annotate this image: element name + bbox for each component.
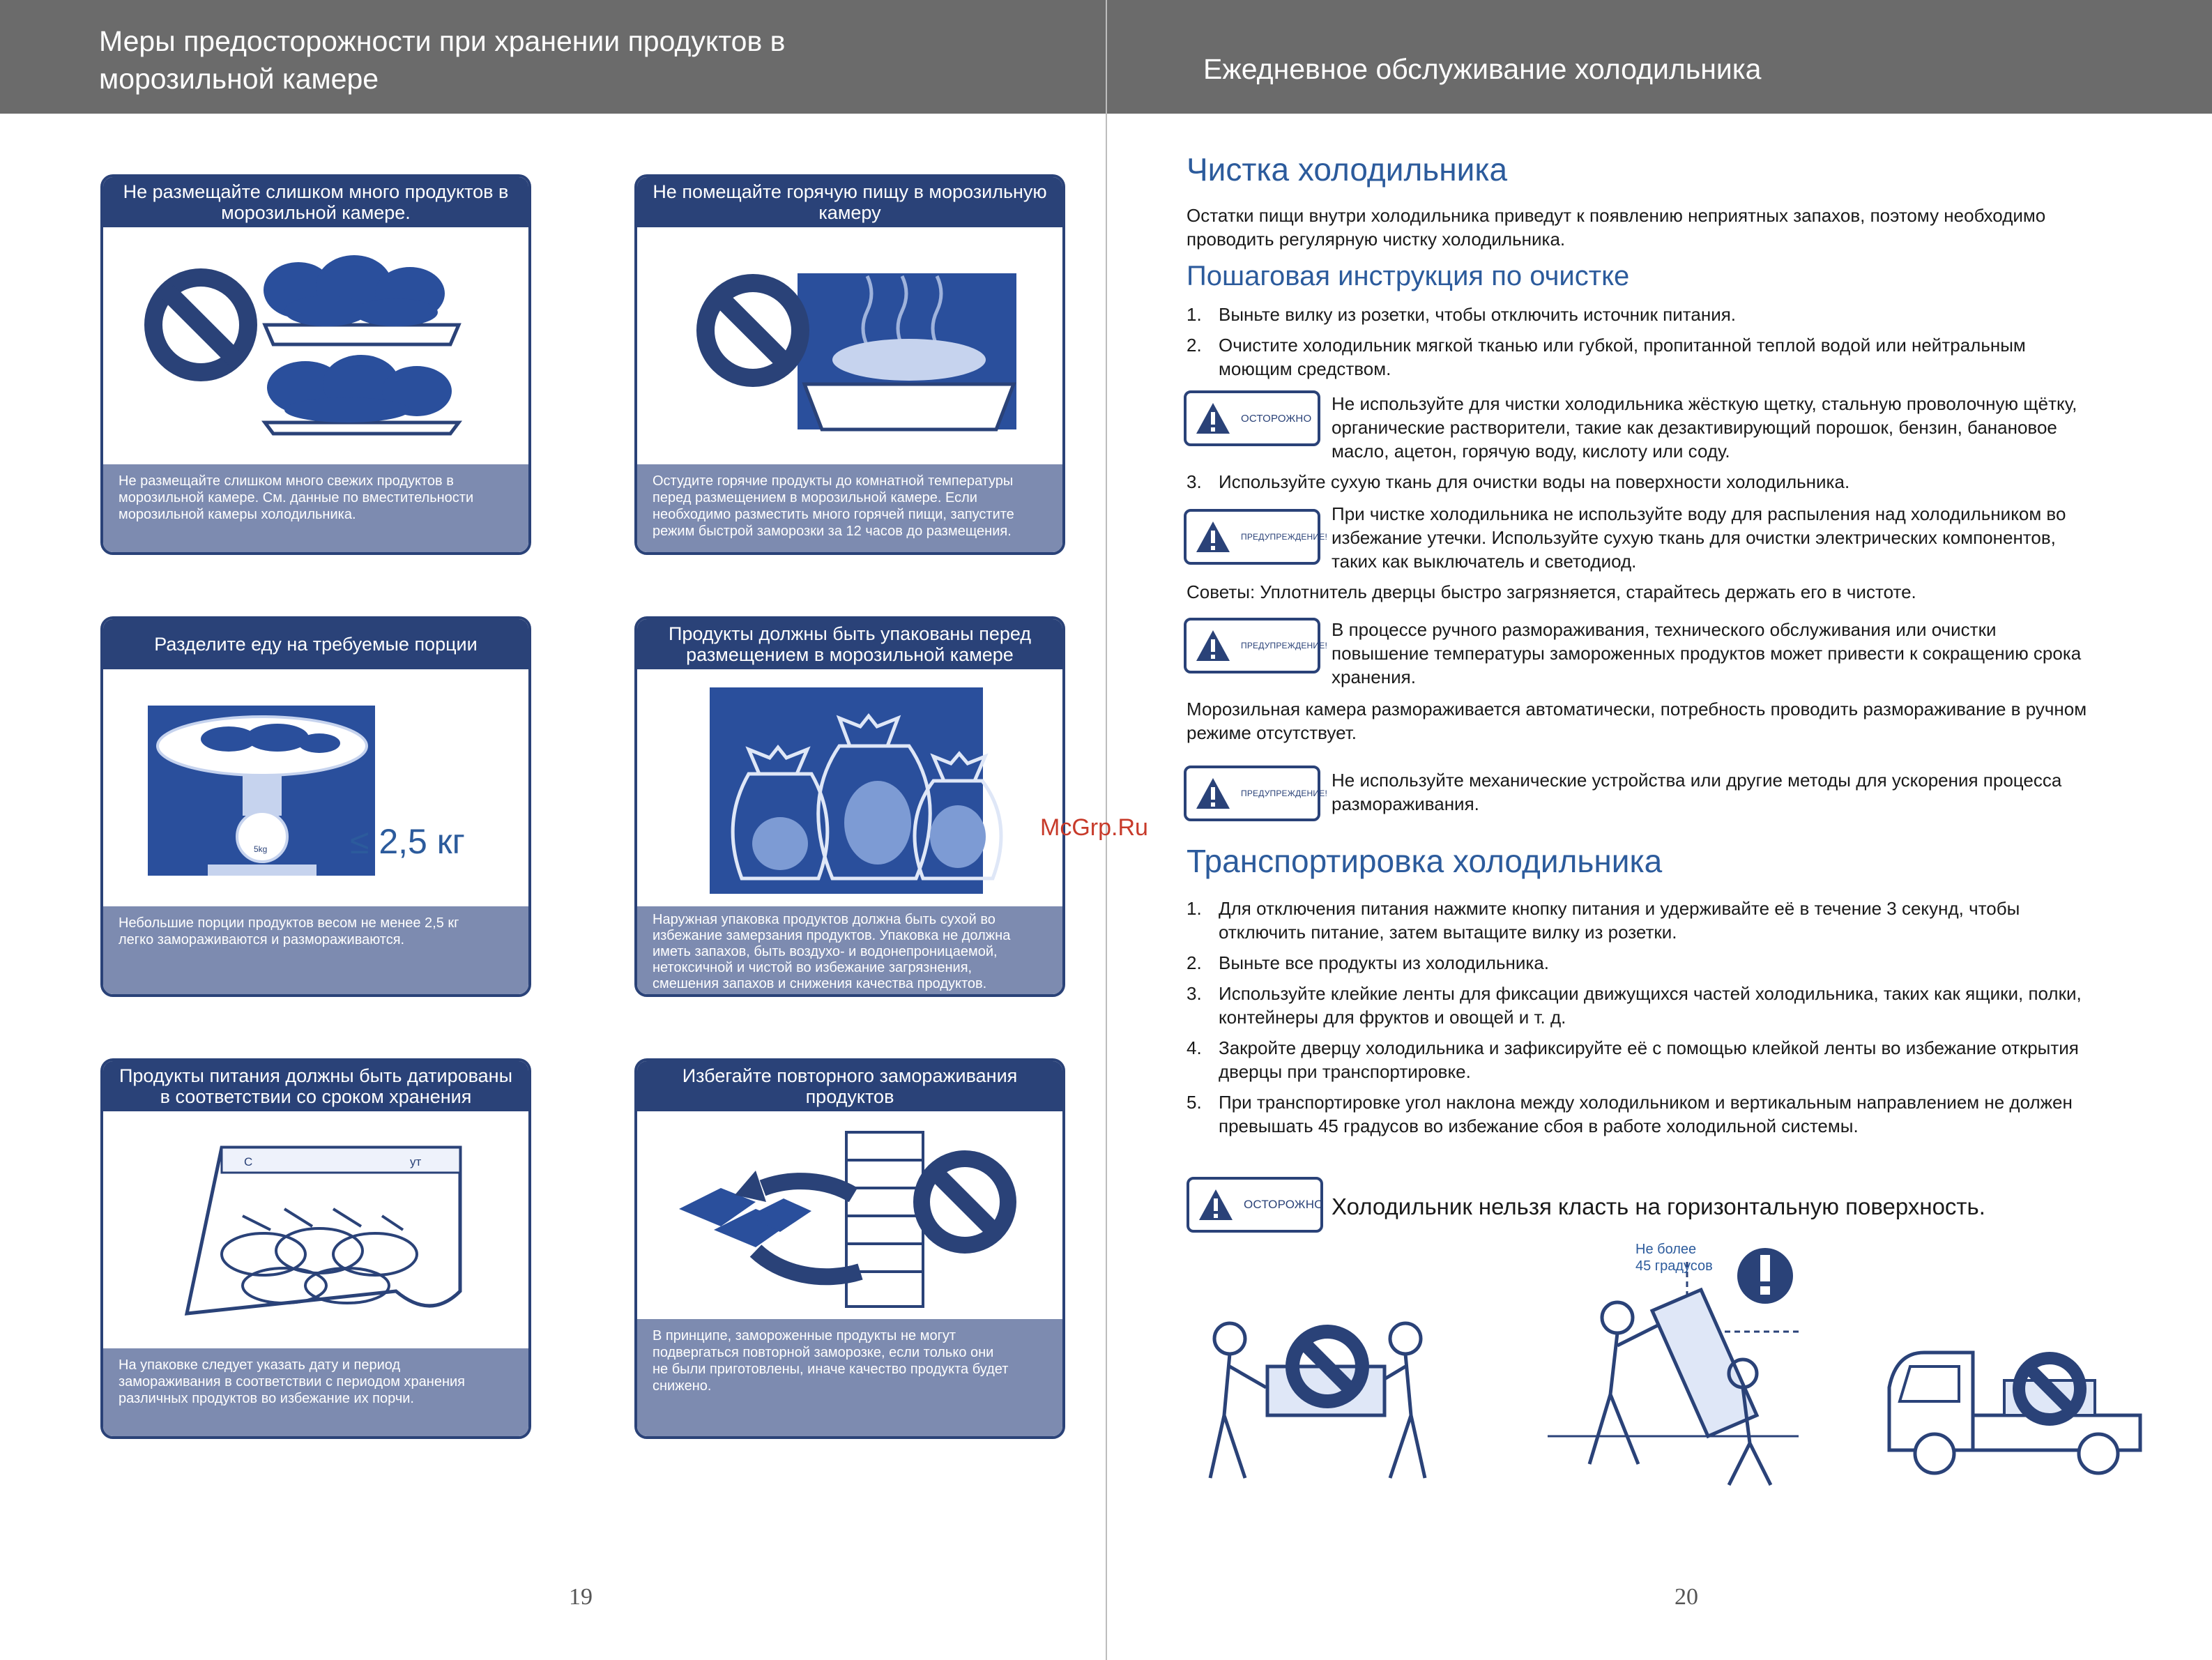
tray-bottom — [265, 355, 459, 434]
exclamation-icon — [1737, 1248, 1793, 1304]
card-desc-line: избежание замерзания продуктов. Упаковка не должна — [653, 928, 1011, 943]
watermark-text: McGrp.Ru — [1040, 814, 1148, 841]
prohibition-icon — [153, 277, 248, 372]
food-pile — [832, 339, 986, 381]
card-desc-line: режим быстрой заморозки за 12 часов до размещения. — [653, 524, 1012, 539]
card-dated-food — [100, 1058, 531, 1439]
card-too-many-products — [100, 174, 531, 555]
text-line: Не используйте для чистки холодильника жёсткую щетку, стальную проволочную щётку, — [1332, 393, 2077, 414]
scale-dial — [237, 812, 287, 862]
warning-triangle-icon — [1195, 777, 1231, 810]
text-line: Не более — [1635, 1242, 1697, 1257]
card-heading — [103, 619, 528, 669]
badge-label: ОСТОРОЖНО — [1241, 412, 1312, 425]
prohibition-icon — [705, 283, 800, 378]
transport-heading: Транспортировка холодильника — [1187, 843, 1663, 879]
card-illustration — [103, 1111, 528, 1341]
card-illustration — [103, 227, 528, 436]
step-number: 2. — [1187, 335, 1202, 356]
badge-label: ПРЕДУПРЕЖДЕНИЕ! — [1241, 532, 1327, 542]
step-number: 4. — [1187, 1037, 1202, 1058]
card-desc-line: В принципе, замороженные продукты не могут — [653, 1328, 956, 1343]
text-line: Морозильная камера размораживается автоматически, потребность проводить размораживание в ручном — [1187, 699, 2087, 719]
text-line: В процессе ручного размораживания, технического обслуживания или очистки — [1332, 619, 1997, 640]
dark-background — [710, 687, 983, 894]
card-desc-line: необходимо разместить много горячей пищи, запустите — [653, 507, 1014, 522]
carrying-box-illustration — [1203, 1304, 1433, 1492]
auto-defrost-text — [1187, 697, 2087, 745]
scale-unit: 5kg — [254, 844, 268, 854]
card-desc-line: не были приготовлены, иначе качество продукта будет — [653, 1362, 1009, 1377]
card-description — [637, 906, 1062, 994]
text-line: таких как выключатель и светодиод. — [1332, 551, 1637, 572]
text-line: превышать 45 градусов во избежание сбоя в работе холодильной системы. — [1219, 1115, 1859, 1136]
scale-stand — [243, 774, 282, 816]
card-heading — [637, 177, 1062, 227]
right-page-header — [1107, 0, 2212, 114]
text-line: хранения. — [1332, 667, 1416, 687]
truck-illustration — [1882, 1332, 2147, 1478]
text-line: 45 градусов — [1635, 1258, 1713, 1274]
text-line: моющим средством. — [1219, 358, 1391, 379]
card-desc-line: перед размещением в морозильной камере. Если — [653, 490, 977, 505]
card-description — [637, 464, 1062, 552]
card-heading — [103, 177, 528, 227]
warning-badge — [1184, 618, 1327, 673]
text-line: Используйте сухую ткань для очистки воды на поверхности холодильника. — [1219, 471, 1850, 492]
card-heading-line: Разделите еду на требуемые порции — [154, 634, 478, 655]
step-number: 3. — [1187, 471, 1202, 492]
card-heading-line: продуктов — [805, 1086, 894, 1107]
badge-label: ПРЕДУПРЕЖДЕНИЕ! — [1241, 789, 1327, 798]
text-line: При чистке холодильника не используйте воду для распыления над холодильником во — [1332, 503, 2066, 524]
text-line: режиме отсутствует. — [1187, 722, 1357, 743]
card-heading-line: в соответствии со сроком хранения — [160, 1086, 472, 1107]
warning-text-1 — [1332, 502, 2066, 573]
step-text — [1219, 1036, 2079, 1083]
bag-label-left: С — [244, 1155, 253, 1168]
caution-text-1 — [1332, 392, 2077, 463]
card-heading — [103, 1061, 528, 1111]
card-desc-line: Остудите горячие продукты до комнатной температуры — [653, 473, 1014, 489]
step-text — [1219, 1090, 2073, 1138]
tips-text: Советы: Уплотнитель дверцы быстро загрязняется, старайтесь держать его в чистоте. — [1187, 581, 1916, 602]
step-text — [1219, 470, 1849, 494]
left-page-number: 19 — [569, 1584, 593, 1610]
step-number: 1. — [1187, 898, 1202, 919]
card-illustration — [637, 669, 1062, 899]
card-desc-line: Не размещайте слишком много свежих продуктов в — [119, 473, 454, 489]
card-heading-line: Избегайте повторного замораживания — [682, 1065, 1018, 1086]
card-desc-line: смешения запахов и снижения качества продуктов. — [653, 976, 987, 991]
left-page-title — [99, 22, 785, 98]
warning-text-2 — [1332, 618, 2081, 689]
step-number: 2. — [1187, 952, 1202, 973]
text-line: Используйте клейкие ленты для фиксации движущихся частей холодильника, таких как ящики, полки, — [1219, 983, 2082, 1004]
prohibition-icon — [922, 1159, 1008, 1245]
card-desc-line: подвергаться повторной заморозке, если только они — [653, 1345, 994, 1360]
text-line: контейнеры для фруктов и овощей и т. д. — [1219, 1007, 1566, 1028]
badge-label: ПРЕДУПРЕЖДЕНИЕ! — [1241, 641, 1327, 650]
caution-badge — [1184, 390, 1320, 446]
text-line: Для отключения питания нажмите кнопку питания и удерживайте её в течение 3 секунд, чтобы — [1219, 898, 2020, 919]
card-desc-line: различных продуктов во избежание их порчи. — [119, 1391, 414, 1406]
step-number: 1. — [1187, 304, 1202, 325]
card-description — [103, 464, 528, 552]
cleaning-heading: Чистка холодильника — [1187, 151, 1508, 188]
card-illustration — [637, 1111, 1062, 1320]
step-text — [1219, 951, 1549, 975]
left-title-line1: Меры предосторожности при хранении продуктов в — [99, 25, 786, 57]
weight-limit-label: ≤ 2,5 кг — [350, 822, 465, 861]
warning-triangle-icon — [1195, 629, 1231, 662]
card-heading — [637, 1061, 1062, 1111]
step-text — [1219, 303, 1736, 326]
caution-badge — [1187, 1177, 1323, 1233]
left-page-header — [0, 0, 1106, 114]
card-desc-line: Небольшие порции продуктов весом не менее 2,5 кг — [119, 915, 459, 931]
step-text — [1219, 333, 2026, 381]
packaged-food-illustration — [637, 669, 1062, 899]
scale-illustration — [103, 669, 528, 899]
warning-badge — [1184, 509, 1327, 565]
warning-text-3 — [1332, 768, 2061, 816]
text-line: проводить регулярную чистку холодильника. — [1187, 229, 1566, 250]
overloaded-trays-illustration — [103, 227, 528, 436]
step-instructions-heading: Пошаговая инструкция по очистке — [1187, 261, 1630, 291]
step-number: 5. — [1187, 1092, 1202, 1113]
bag-label-right: ут — [410, 1155, 422, 1168]
card-portions — [100, 616, 531, 997]
card-desc-line: Наружная упаковка продуктов должна быть сухой во — [653, 912, 996, 927]
card-description — [103, 906, 528, 994]
text-line: повышение температуры замороженных продуктов может привести к сокращению срока — [1332, 643, 2082, 664]
text-line: дверцы при транспортировке. — [1219, 1061, 1471, 1082]
refreeze-illustration — [637, 1111, 1062, 1320]
text-line: Очистите холодильник мягкой тканью или губкой, пропитанной теплой водой или нейтральным — [1219, 335, 2026, 356]
card-packaging — [634, 616, 1065, 997]
card-heading-line: Продукты питания должны быть датированы — [119, 1065, 513, 1086]
card-heading-line: морозильной камере. — [221, 202, 411, 223]
warning-triangle-icon — [1195, 402, 1231, 435]
cycle-arrow-icon — [763, 1181, 853, 1195]
card-heading-line: Не размещайте слишком много продуктов в — [123, 181, 509, 202]
card-heading-line: размещением в морозильной камере — [686, 644, 1014, 665]
text-line: Закройте дверцу холодильника и зафиксируйте её с помощью клейкой ленты во избежание открытия — [1219, 1037, 2079, 1058]
card-desc-line: морозильной камере. См. данные по вместительности — [119, 490, 474, 505]
warning-badge — [1184, 766, 1327, 821]
step-number: 3. — [1187, 983, 1202, 1004]
card-heading-line: камеру — [818, 202, 881, 223]
text-line: При транспортировке угол наклона между холодильником и вертикальным направлением не должен — [1219, 1092, 2073, 1113]
card-desc-line: морозильной камеры холодильника. — [119, 507, 356, 522]
warning-triangle-icon — [1195, 520, 1231, 554]
badge-label: ОСТОРОЖНО — [1244, 1198, 1324, 1211]
no-horizontal-caution-text: Холодильник нельзя класть на горизонтальную поверхность. — [1332, 1194, 1985, 1219]
step-text — [1219, 897, 2020, 944]
text-line: отключить питание, затем вытащите вилку из розетки. — [1219, 922, 1677, 943]
text-line: размораживания. — [1332, 793, 1479, 814]
card-desc-line: иметь запахов, быть воздухо- и водонепроницаемой, — [653, 944, 998, 959]
card-heading — [637, 619, 1062, 669]
hot-food-illustration — [637, 227, 1062, 436]
card-illustration — [637, 227, 1062, 436]
card-desc-line: На упаковке следует указать дату и период — [119, 1357, 401, 1373]
card-no-refreeze — [634, 1058, 1065, 1439]
dish — [804, 384, 1014, 429]
card-heading-line: Продукты должны быть упакованы перед — [668, 623, 1032, 644]
right-page-number: 20 — [1675, 1584, 1698, 1610]
card-illustration — [103, 669, 528, 899]
card-desc-line: легко замораживаются и размораживаются. — [119, 932, 405, 947]
angle-label — [1635, 1241, 1713, 1274]
dated-bag-illustration — [103, 1111, 528, 1341]
card-no-hot-food — [634, 174, 1065, 555]
card-heading-line: Не помещайте горячую пищу в морозильную — [653, 181, 1047, 202]
text-line: избежание утечки. Используйте сухую ткань для очистки электрических компонентов, — [1332, 527, 2056, 548]
tray-top — [264, 255, 459, 344]
step-text — [1219, 982, 2082, 1029]
card-desc-line: нетоксичной и чистой во избежание загрязнения, — [653, 960, 972, 975]
left-title-line2: морозильной камере — [99, 63, 379, 95]
text-line: Выньте все продукты из холодильника. — [1219, 952, 1550, 973]
text-line: масло, ацетон, горячую воду, кислоту или соду. — [1332, 441, 1730, 462]
text-line: Остатки пищи внутри холодильника приведут к появлению неприятных запахов, поэтому необходимо — [1187, 205, 2046, 226]
card-description — [637, 1319, 1062, 1436]
right-page-title: Ежедневное обслуживание холодильника — [1203, 53, 1762, 85]
warning-triangle-icon — [1198, 1188, 1234, 1221]
card-description — [103, 1348, 528, 1436]
card-desc-line: снижено. — [653, 1378, 712, 1394]
card-desc-line: замораживания в соответствии с периодом хранения — [119, 1374, 465, 1389]
cleaning-intro — [1187, 204, 2045, 251]
text-line: Выньте вилку из розетки, чтобы отключить источник питания. — [1219, 304, 1737, 325]
text-line: Не используйте механические устройства или другие методы для ускорения процесса — [1332, 770, 2062, 791]
text-line: органические растворители, такие как дезактивирующий порошок, бензин, банановое — [1332, 417, 2057, 438]
